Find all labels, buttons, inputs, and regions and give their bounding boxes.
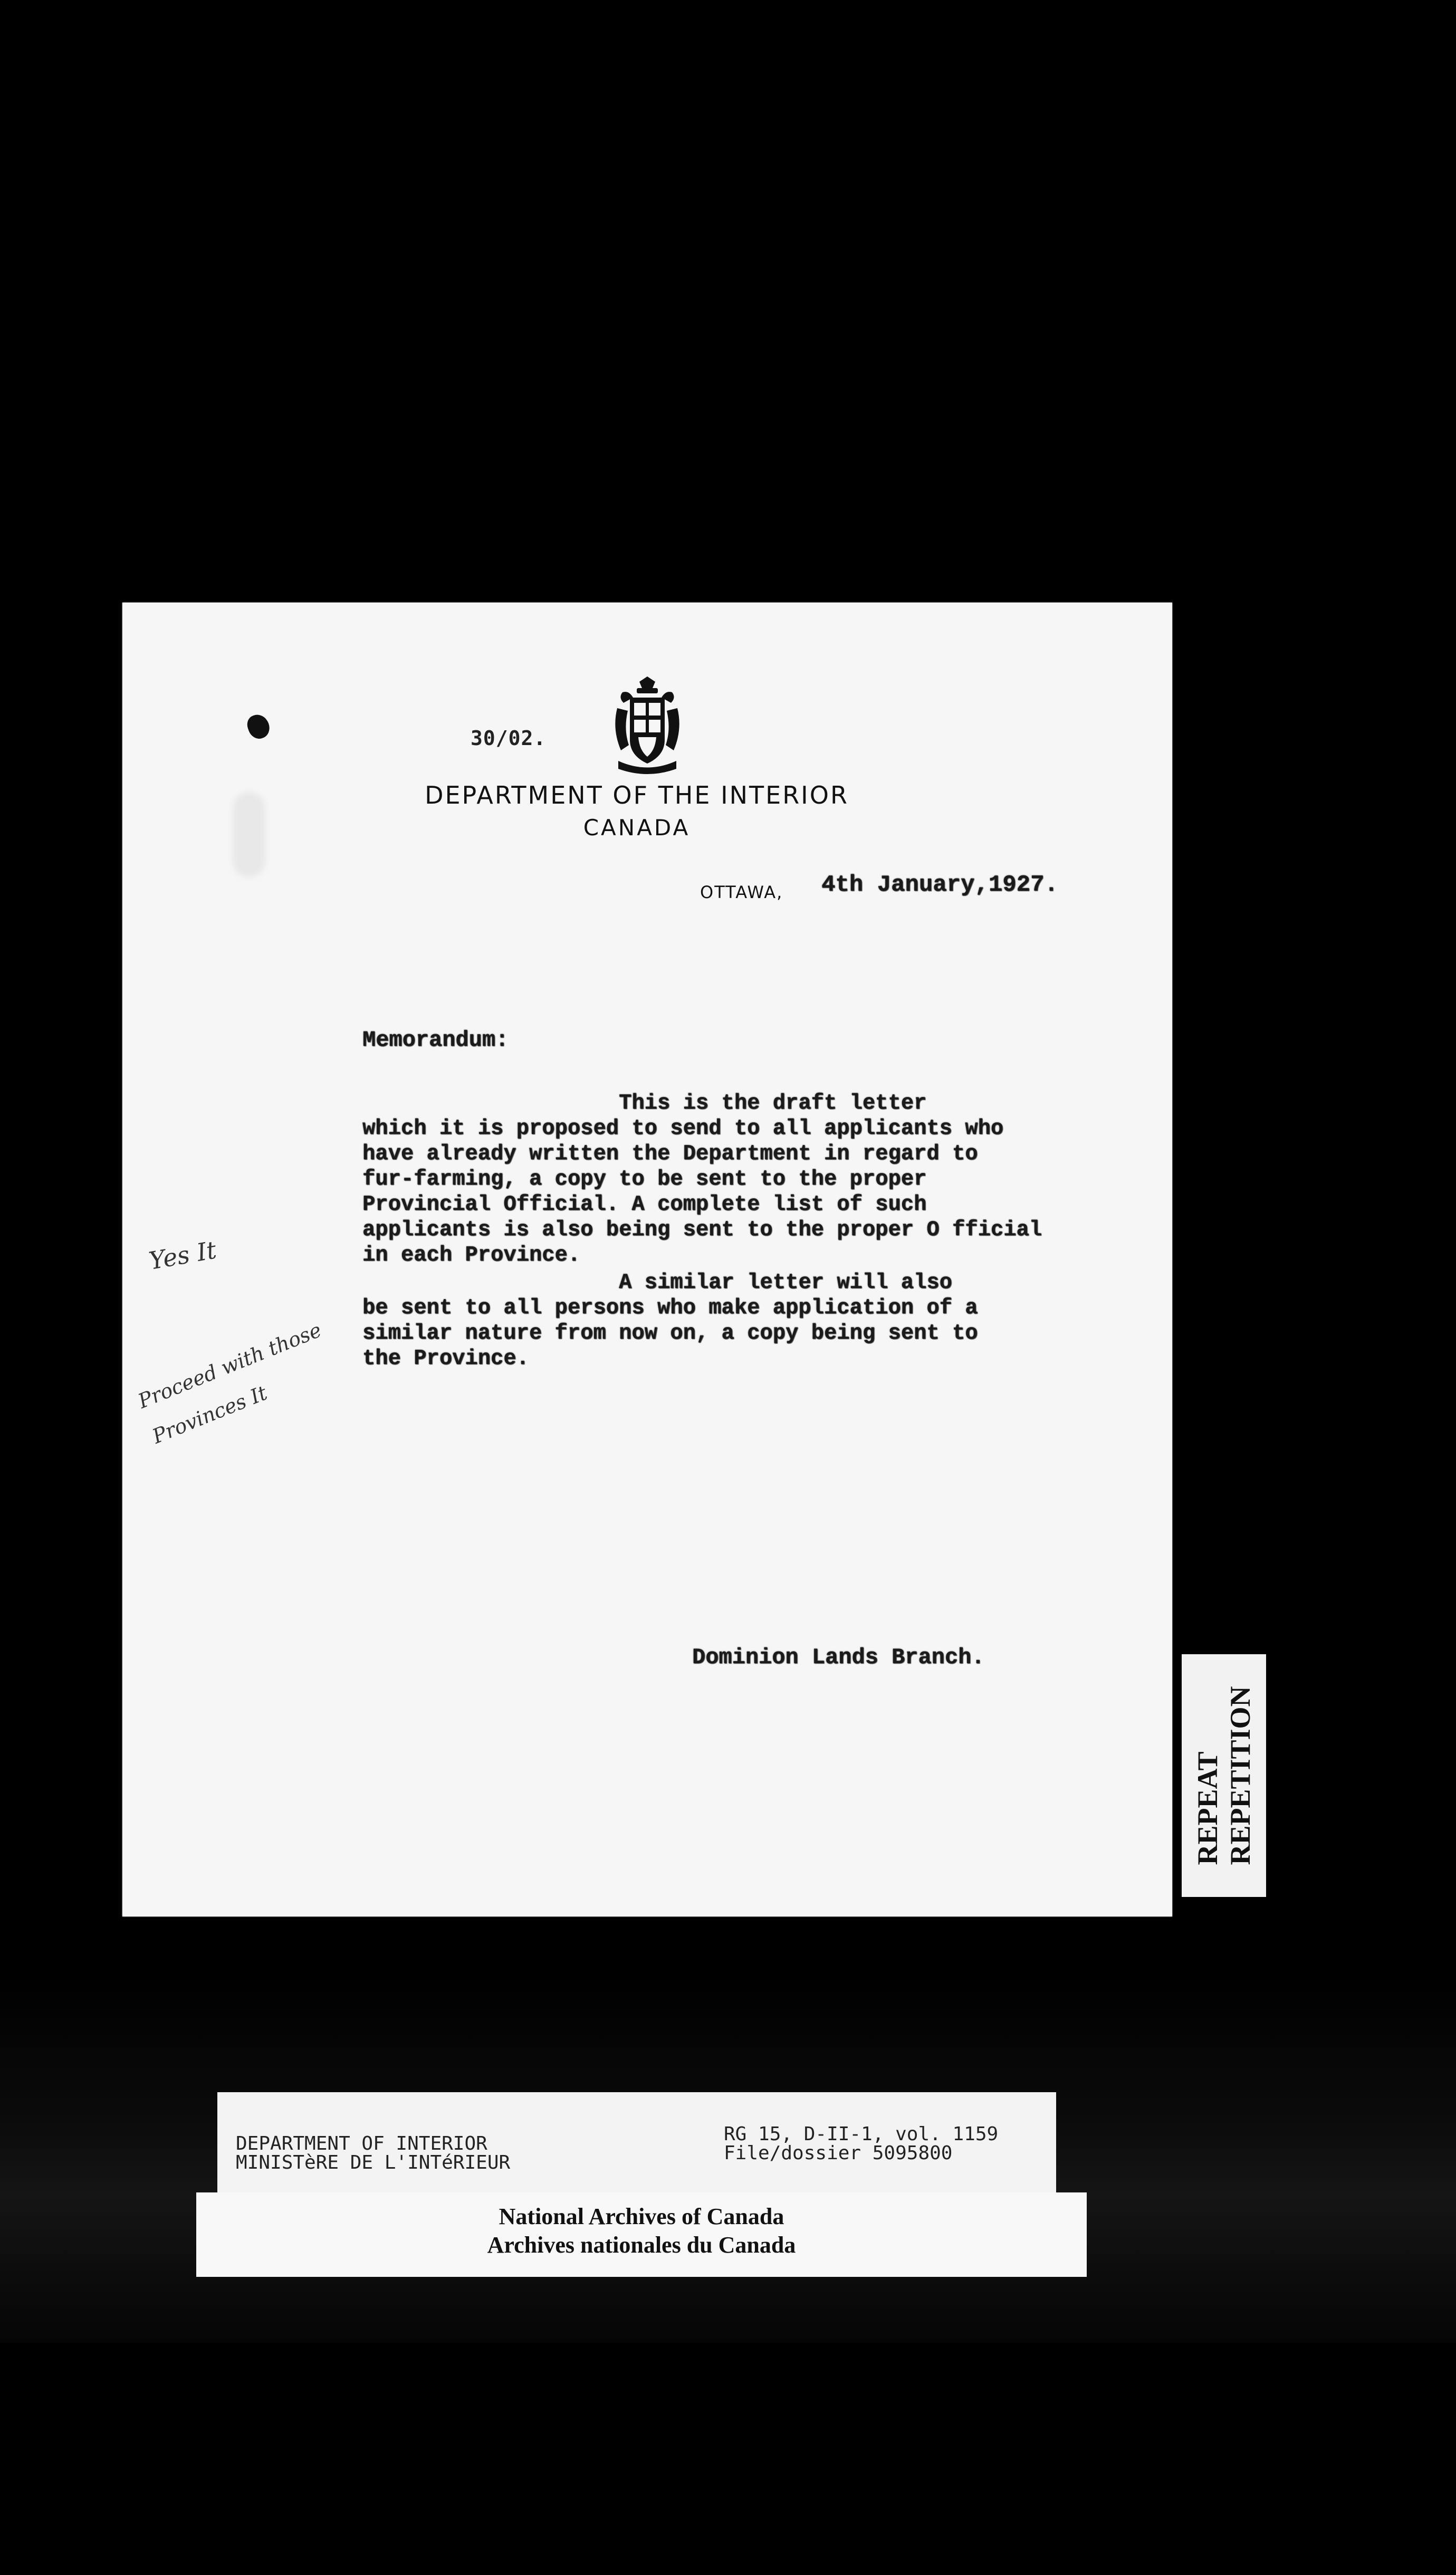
archive-reference: RG 15, D-II-1, vol. 1159	[724, 2123, 999, 2145]
coat-of-arms-icon	[608, 676, 687, 777]
letter-date: 4th January,1927.	[821, 872, 1058, 898]
archives-name-label	[196, 2192, 1087, 2277]
place-label: OTTAWA,	[700, 882, 783, 902]
signature-line: Dominion Lands Branch.	[692, 1645, 985, 1670]
repeat-tab-text	[1191, 1686, 1257, 1865]
archive-file-info	[724, 2125, 998, 2163]
repeat-tab	[1182, 1654, 1266, 1897]
handwritten-note-proceed: Proceed with those Provinces It	[135, 1318, 325, 1448]
archive-dept-fr: MINISTèRE DE L'INTéRIEUR	[236, 2152, 511, 2173]
country-title: CANADA	[583, 815, 691, 841]
memo-paragraph-2: A similar letter will also be sent to all persons who make application of a similar nature from now on, a copy being sent to the Province.	[362, 1271, 978, 1371]
letter-sheet	[122, 603, 1172, 1916]
memo-paragraph-1: This is the draft letter which it is proposed to send to all applicants who have already written the Department in regard to fur-farming, a copy to be sent to the proper Provincial Official. A complete list of such applicants is also being sent to the proper O fficial in each Province.	[362, 1091, 1042, 1267]
archives-name-fr: Archives nationales du Canada	[487, 2232, 796, 2258]
handwritten-note-yes: Yes It	[147, 1235, 219, 1275]
archive-department	[236, 2134, 510, 2172]
memo-heading: Memorandum:	[362, 1027, 509, 1053]
department-title: DEPARTMENT OF THE INTERIOR	[425, 781, 849, 809]
repetition-label: REPETITION	[1224, 1686, 1256, 1865]
archives-name-en: National Archives of Canada	[499, 2204, 784, 2229]
file-reference: 30/02.	[471, 727, 547, 750]
archive-file-number: File/dossier 5095800	[724, 2142, 953, 2164]
archive-dept-en: DEPARTMENT OF INTERIOR	[236, 2133, 487, 2154]
ink-blot	[244, 712, 272, 742]
repeat-label: REPEAT	[1192, 1751, 1223, 1865]
archive-reference-label	[217, 2092, 1056, 2192]
